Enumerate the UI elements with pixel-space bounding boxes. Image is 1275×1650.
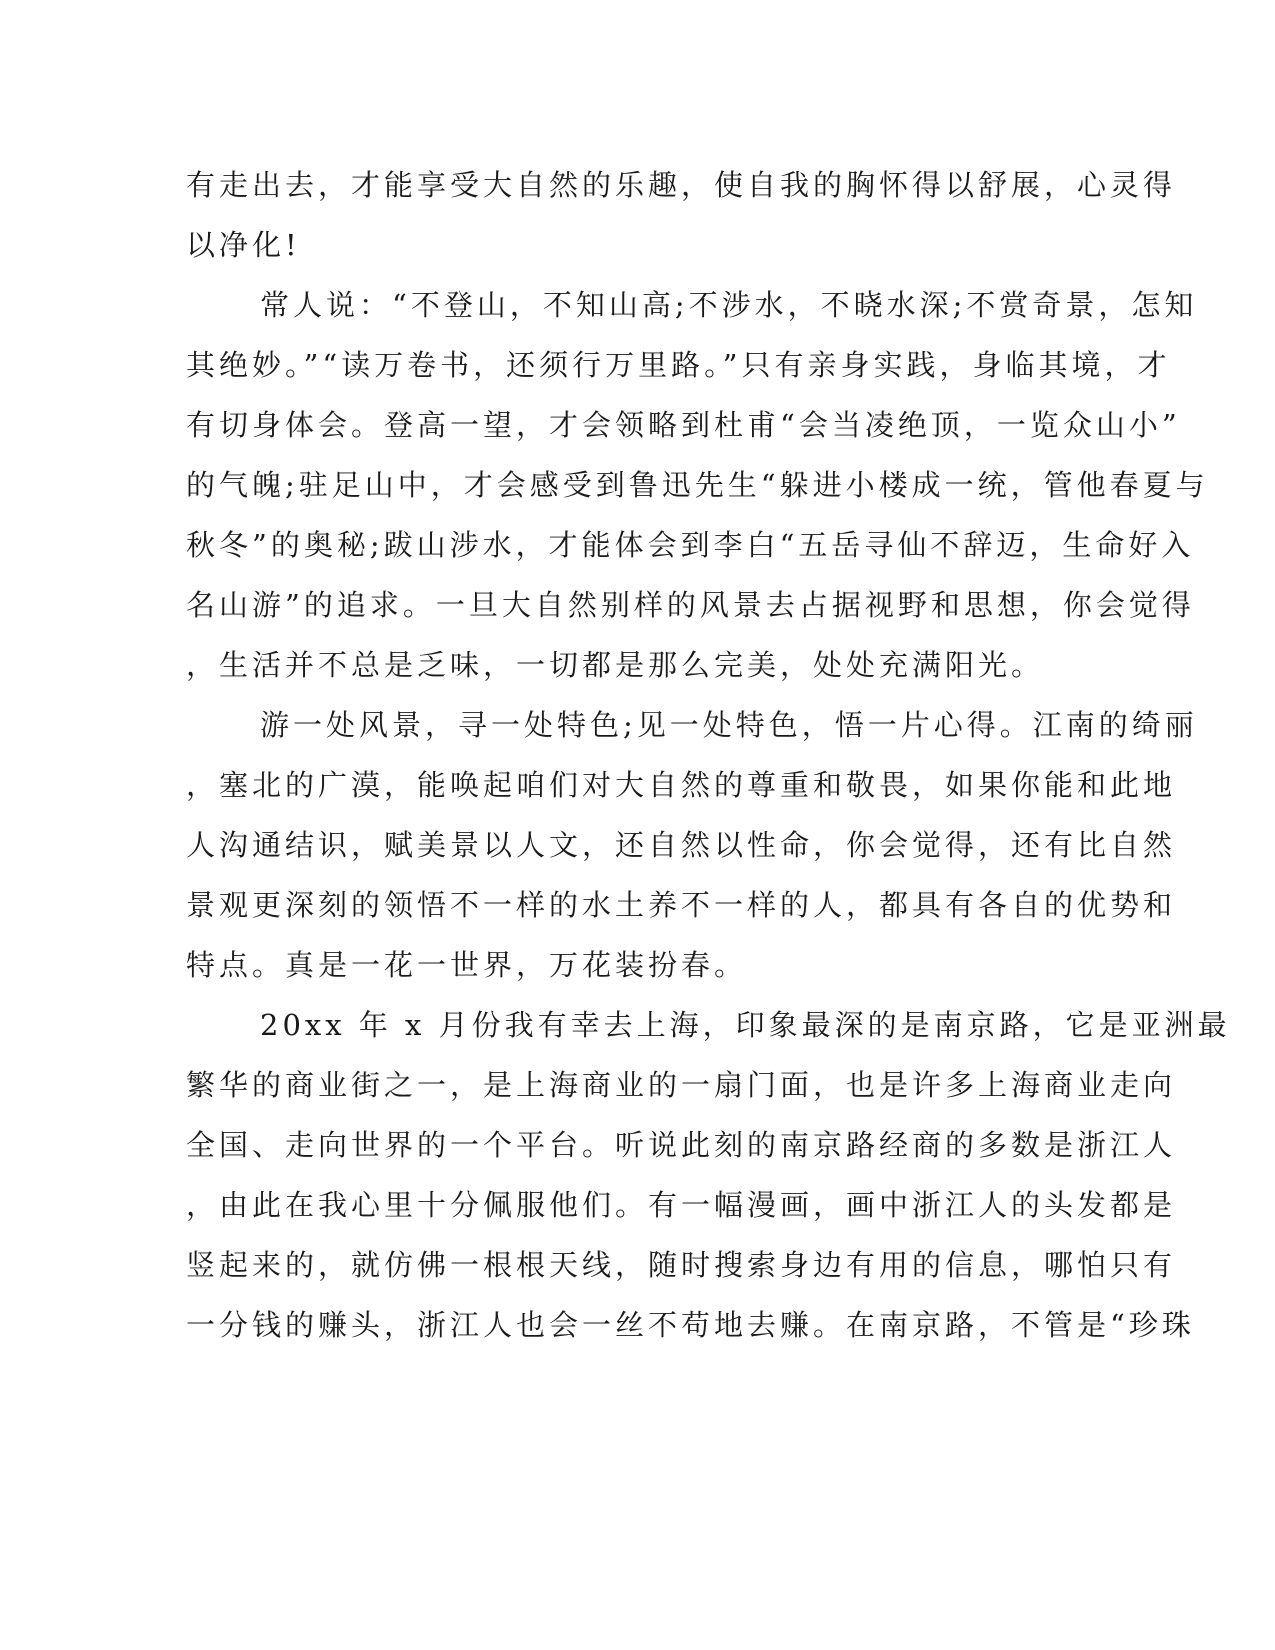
text-line: 人沟通结识，赋美景以人文，还自然以性命，你会觉得，还有比自然 xyxy=(186,828,1177,862)
text-line: ，塞北的广漠，能唤起咱们对大自然的尊重和敬畏，如果你能和此地 xyxy=(186,768,1177,802)
text-line: 景观更深刻的领悟不一样的水土养不一样的人，都具有各自的优势和 xyxy=(186,888,1177,922)
text-line: ，生活并不总是乏味，一切都是那么完美，处处充满阳光。 xyxy=(186,648,1045,682)
body-text xyxy=(186,155,1231,1355)
text-line: 的气魄;驻足山中，才会感受到鲁迅先生“躲进小楼成一统，管他春夏与 xyxy=(186,468,1209,502)
text-line: ，由此在我心里十分佩服他们。有一幅漫画，画中浙江人的头发都是 xyxy=(186,1188,1177,1222)
text-line: 秋冬”的奥秘;跋山涉水，才能体会到李白“五岳寻仙不辞迈，生命好入 xyxy=(186,528,1195,562)
text-line: 有切身体会。登高一望，才会领略到杜甫“会当凌绝顶，一览众山小” xyxy=(186,408,1181,442)
text-line: 繁华的商业街之一，是上海商业的一扇门面，也是许多上海商业走向 xyxy=(186,1068,1177,1102)
text-line: 有走出去，才能享受大自然的乐趣，使自我的胸怀得以舒展，心灵得 xyxy=(186,168,1177,202)
text-line: 全国、走向世界的一个平台。听说此刻的南京路经商的多数是浙江人 xyxy=(186,1128,1177,1162)
text-line: 特点。真是一花一世界，万花装扮春。 xyxy=(186,948,748,982)
text-line: 其绝妙。”“读万卷书，还须行万里路。”只有亲身实践，身临其境，才 xyxy=(186,348,1171,382)
text-line: 一分钱的赚头，浙江人也会一丝不苟地去赚。在南京路，不管是“珍珠 xyxy=(186,1308,1195,1342)
paragraph-first-line: 常人说：“不登山，不知山高;不涉水，不晓水深;不赏奇景，怎知 xyxy=(260,288,1198,322)
text-line: 竖起来的，就仿佛一根根天线，随时搜索身边有用的信息，哪怕只有 xyxy=(186,1248,1177,1282)
paragraph-first-line: 游一处风景，寻一处特色;见一处特色，悟一片心得。江南的绮丽 xyxy=(260,708,1198,742)
text-line: 名山游”的追求。一旦大自然别样的风景去占据视野和思想，你会觉得 xyxy=(186,588,1195,622)
text-line: 以净化! xyxy=(186,228,301,262)
paragraph-first-line: 20xx 年 x 月份我有幸去上海，印象最深的是南京路，它是亚洲最 xyxy=(260,1008,1231,1042)
